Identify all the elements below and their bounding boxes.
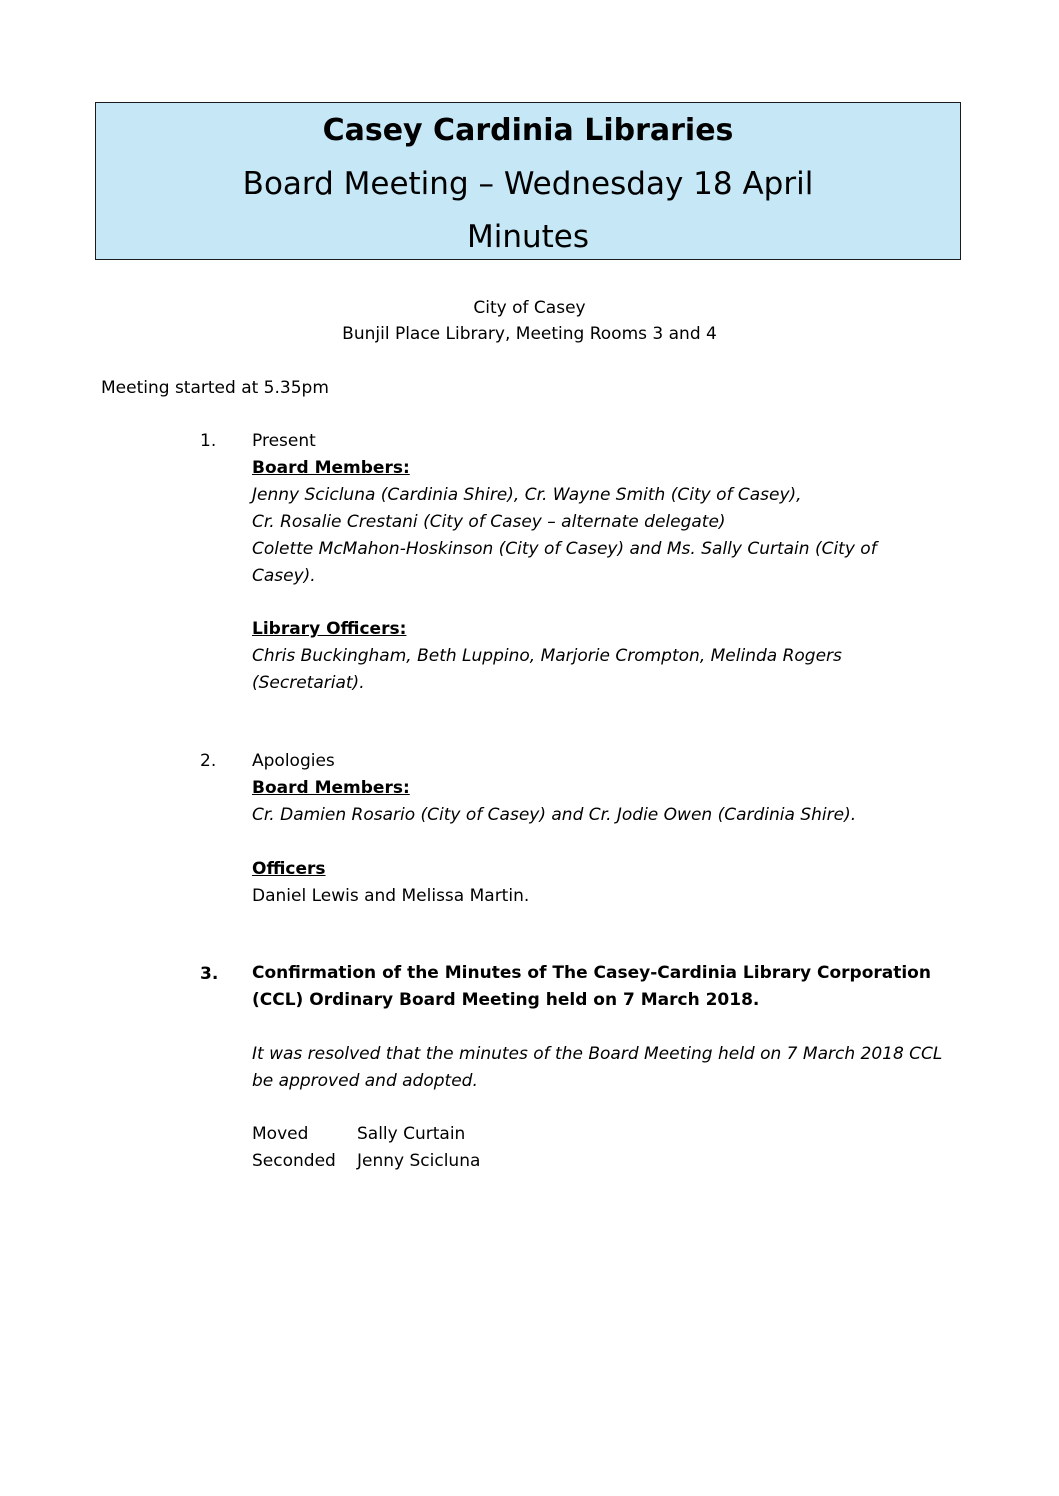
meeting-start: Meeting started at 5.35pm xyxy=(101,378,329,398)
seconded-by: Jenny Scicluna xyxy=(357,1151,481,1171)
moved-by: Sally Curtain xyxy=(357,1124,466,1144)
board-members-label: Board Members: xyxy=(252,458,410,478)
apologies-officers-section xyxy=(252,856,952,910)
seconded-label: Seconded xyxy=(252,1151,336,1171)
board-member-line: Colette McMahon-Hoskinson (City of Casey) and Ms. Sally Curtain (City of xyxy=(252,539,877,559)
board-member-line: Jenny Scicluna (Cardinia Shire), Cr. Wayne Smith (City of Casey), xyxy=(252,485,802,505)
item-title: Apologies xyxy=(252,751,335,771)
library-officers-section xyxy=(252,616,952,697)
meeting-title: Board Meeting – Wednesday 18 April xyxy=(242,166,814,202)
org-name: Casey Cardinia Libraries xyxy=(322,113,734,148)
item-title: Present xyxy=(252,431,316,451)
board-member-line: Cr. Rosalie Crestani (City of Casey – alternate delegate) xyxy=(252,512,726,532)
board-members-label: Board Members: xyxy=(252,778,410,798)
moved-label: Moved xyxy=(252,1124,309,1144)
officer-line: (Secretariat). xyxy=(252,673,365,693)
doc-type: Minutes xyxy=(466,219,590,255)
confirmation-title-line: (CCL) Ordinary Board Meeting held on 7 March 2018. xyxy=(252,990,760,1010)
library-officers-label: Library Officers: xyxy=(252,619,407,639)
item-number: 2. xyxy=(200,751,217,771)
location-venue: Bunjil Place Library, Meeting Rooms 3 and 4 xyxy=(342,324,717,344)
item-number: 1. xyxy=(200,431,217,451)
confirmation-title xyxy=(252,960,952,1014)
apology-officers: Daniel Lewis and Melissa Martin. xyxy=(252,886,530,906)
item-number: 3. xyxy=(200,964,219,984)
resolution-line: be approved and adopted. xyxy=(252,1071,478,1091)
location-council: City of Casey xyxy=(473,298,586,318)
officer-line: Chris Buckingham, Beth Luppino, Marjorie Crompton, Melinda Rogers xyxy=(252,646,842,666)
title-box xyxy=(95,102,961,260)
resolution-line: It was resolved that the minutes of the Board Meeting held on 7 March 2018 CCL xyxy=(252,1044,943,1064)
apology-members: Cr. Damien Rosario (City of Casey) and Cr. Jodie Owen (Cardinia Shire). xyxy=(252,805,857,825)
officers-label: Officers xyxy=(252,859,326,879)
apologies-board-section xyxy=(252,775,952,829)
confirmation-title-line: Confirmation of the Minutes of The Casey-Cardinia Library Corporation xyxy=(252,963,931,983)
present-section xyxy=(252,455,952,590)
board-member-line: Casey). xyxy=(252,566,316,586)
resolution-text xyxy=(252,1041,952,1095)
